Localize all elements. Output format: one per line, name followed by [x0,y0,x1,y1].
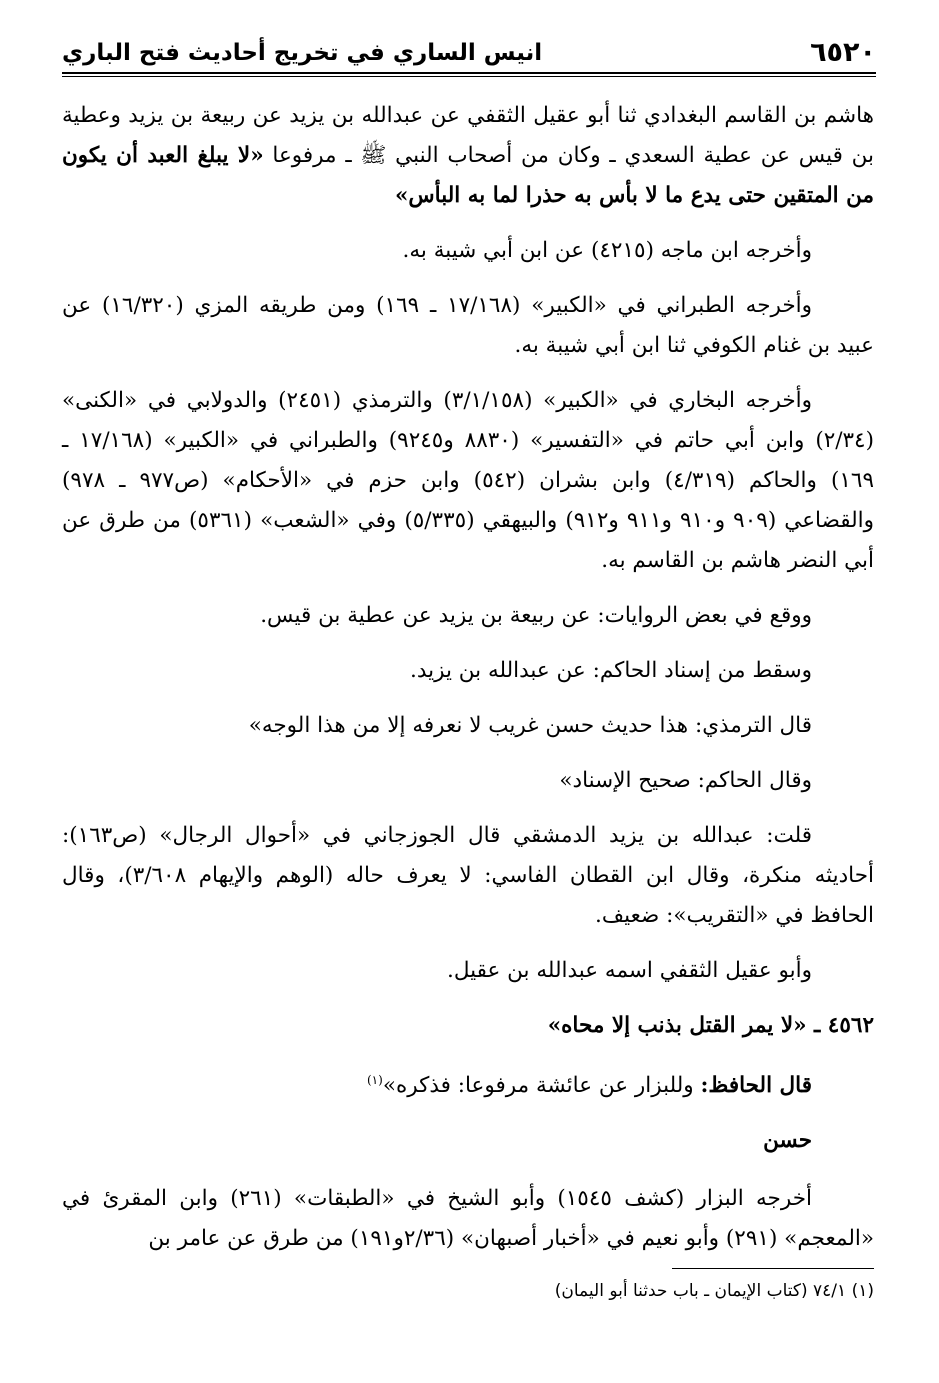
footnote: (١) ٧٤/١ (كتاب الإيمان ـ باب حدثنا أبو اليمان) [554,1281,874,1301]
hadith-heading: ٤٥٦٢ ـ «لا يمر القتل بذنب إلا محاه» [547,1013,874,1038]
paragraph-tabarani: وأخرجه الطبراني في «الكبير» (١٧/١٦٨ ـ ١٦٩) ومن طريقه المزي (١٦/٣٢٠) عن عبيد بن غنام الكوفي ثنا ابن أبي شيبة به. [62,293,874,358]
paragraph-abu-aqil: وأبو عقيل الثقفي اسمه عبدالله بن عقيل. [447,958,812,983]
paragraph-hakim-isnad: وسقط من إسناد الحاكم: عن عبدالله بن يزيد. [409,658,812,683]
paragraph-bukhari: وأخرجه البخاري في «الكبير» (٣/١/١٥٨) والترمذي (٢٤٥١) والدولابي في «الكنى» (٢/٣٤) وابن أبي حاتم في «التفسير» (٨٨٣٠ و٩٢٤٥) والطبراني في «الكبير» (١٧/١٦٨ ـ ١٦٩) والحاكم (٤/٣١٩) وابن بشران (٥٤٢) وابن حزم في «الأحكام» (ص٩٧٧ ـ ٩٧٨) والقضاعي (٩٠٩ و٩١٠ و٩١١ و٩١٢) والبيهقي (٥/٣٣٥) وفي «الشعب» (٥٣٦١) من طرق عن أبي النضر هاشم بن القاسم به. [62,388,875,573]
footnote-ref: (١) [366,1073,383,1087]
paragraph-riwayat: ووقع في بعض الروايات: عن ربيعة بن يزيد عن عطية بن قيس. [260,603,812,628]
running-title: انيس الساري في تخريج أحاديث فتح الباري [62,40,543,66]
paragraph-isnad [62,96,874,216]
page-header [62,34,876,68]
paragraph-takhrij: أخرجه البزار (كشف ١٥٤٥) وأبو الشيخ في «الطبقات» (٢٦١) وابن المقرئ في «المعجم» (٢٩١) وأبو نعيم في «أخبار أصبهان» (٢/٣٦و١٩١) من طرق عن عامر بن [62,1186,874,1252]
paragraph-ibn-majah: وأخرجه ابن ماجه (٤٢١٥) عن ابن أبي شيبة به. [402,238,812,263]
hadith-matn: «لا يبلغ العبد أن يكون من المتقين حتى يدع ما لا بأس به حذرا لما به البأس» [62,143,874,208]
hafiz-text: وللبزار عن عائشة مرفوعا: فذكره» [382,1073,701,1099]
paragraph-qultu: قلت: عبدالله بن يزيد الدمشقي قال الجوزجاني في «أحوال الرجال» (ص١٦٣): أحاديثه منكرة، وقال ابن القطان الفاسي: لا يعرف حاله (الوهم والإيهام ٣/٦٠٨)، وقال الحافظ في «التقريب»: ضعيف. [62,823,874,928]
paragraph-hakim: وقال الحاكم: صحيح الإسناد» [559,768,812,793]
paragraph-hafiz [62,1060,874,1106]
footnote-rule [672,1268,874,1269]
main-text [62,96,874,1274]
page-number: ٦٥٢٠ [810,37,876,68]
hadith-grade: حسن [763,1128,812,1154]
header-rule [62,72,876,77]
paragraph-tirmidhi: قال الترمذي: هذا حديث حسن غريب لا نعرفه إلا من هذا الوجه» [248,713,812,738]
isnad-text: هاشم بن القاسم البغدادي ثنا أبو عقيل الثقفي عن عبدالله بن يزيد عن ربيعة بن يزيد وعطية بن قيس عن عطية السعدي ـ وكان من أصحاب النبي ﷺ ـ مرفوعا [62,103,875,168]
hafiz-label: قال الحافظ: [700,1073,812,1099]
